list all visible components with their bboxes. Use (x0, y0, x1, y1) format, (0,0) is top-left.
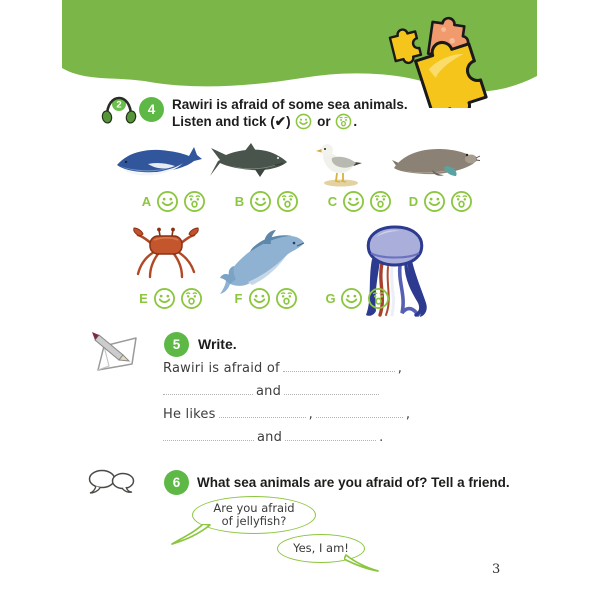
whale-image (114, 144, 202, 180)
dolphin-image (220, 226, 306, 294)
task4-heading-line2 (172, 113, 502, 130)
task4-number-badge: 4 (139, 97, 164, 122)
happy-face-icon (295, 113, 312, 130)
write-blank[interactable] (316, 404, 403, 418)
speech-bubble-question-line2: of jellyfish? (221, 514, 287, 528)
write-line-1 (163, 358, 443, 381)
task5-title: Write. (198, 336, 237, 352)
seagull-image (316, 139, 364, 187)
scared-face-icon[interactable] (367, 287, 390, 310)
scared-face-icon[interactable] (183, 190, 206, 213)
scared-face-icon[interactable] (276, 190, 299, 213)
write-line-2-text: and (256, 384, 282, 399)
write-line-4 (163, 427, 443, 450)
write-line-3-text: He likes (163, 407, 216, 422)
tick-row-dolphin (233, 287, 298, 310)
punct: , (405, 407, 411, 422)
speech-bubbles-icon (88, 468, 136, 496)
animal-letter: B (234, 194, 245, 209)
tick-row-seal (408, 190, 473, 213)
write-line-4-text: and (257, 430, 283, 445)
animal-letter: A (141, 194, 152, 209)
tick-row-seagull (327, 190, 392, 213)
write-line-2 (163, 381, 443, 404)
animal-letter: G (325, 291, 336, 306)
animal-letter: E (139, 291, 148, 306)
tick-row-shark (234, 190, 299, 213)
write-blank[interactable] (284, 381, 379, 395)
write-line-3 (163, 404, 443, 427)
write-blank[interactable] (283, 358, 395, 372)
task5-number-badge: 5 (164, 332, 189, 357)
task4-heading-line1: Rawiri is afraid of some sea animals. (172, 97, 408, 112)
punct: , (308, 407, 313, 422)
happy-face-icon[interactable] (423, 190, 446, 213)
scared-face-icon[interactable] (369, 190, 392, 213)
scared-face-icon (335, 113, 352, 130)
happy-face-icon[interactable] (340, 287, 363, 310)
seal-image (392, 144, 480, 178)
scared-face-icon[interactable] (450, 190, 473, 213)
animal-letter: D (408, 194, 419, 209)
write-lines (163, 358, 443, 450)
task4-heading-line2-text: Listen and tick (✔) (172, 114, 291, 129)
task4-heading-period: . (353, 114, 358, 129)
task4-heading (172, 96, 502, 130)
speech-bubble-answer-tail (344, 554, 380, 574)
speech-bubble-question-tail (170, 524, 212, 546)
audio-track-number: 2 (116, 99, 122, 111)
puzzle-pieces-icon (368, 4, 538, 108)
punct: , (397, 361, 403, 376)
tick-row-crab (138, 287, 203, 310)
page-number: 3 (492, 562, 501, 577)
animal-letter: C (327, 194, 338, 209)
animal-letter: F (234, 291, 243, 306)
crab-image (132, 226, 200, 280)
write-blank[interactable] (163, 427, 254, 441)
happy-face-icon[interactable] (248, 287, 271, 310)
scared-face-icon[interactable] (275, 287, 298, 310)
happy-face-icon[interactable] (156, 190, 179, 213)
task6-number-badge: 6 (164, 470, 189, 495)
happy-face-icon[interactable] (153, 287, 176, 310)
happy-face-icon[interactable] (342, 190, 365, 213)
write-blank[interactable] (285, 427, 376, 441)
speech-bubble-answer-text: Yes, I am! (293, 540, 349, 555)
task6-title: What sea animals are you afraid of? Tell a friend. (197, 475, 510, 490)
headphones-icon (100, 93, 138, 125)
task4-heading-or: or (317, 114, 331, 129)
shark-image (210, 142, 288, 178)
write-blank[interactable] (219, 404, 306, 418)
tick-row-whale (141, 190, 206, 213)
pencil-icon (92, 330, 142, 374)
speech-bubble-question-line1: Are you afraid (213, 500, 295, 515)
scared-face-icon[interactable] (180, 287, 203, 310)
happy-face-icon[interactable] (249, 190, 272, 213)
punct: . (379, 430, 384, 445)
tick-row-jellyfish (325, 287, 390, 310)
write-blank[interactable] (163, 381, 253, 395)
write-line-1-text: Rawiri is afraid of (163, 361, 280, 376)
